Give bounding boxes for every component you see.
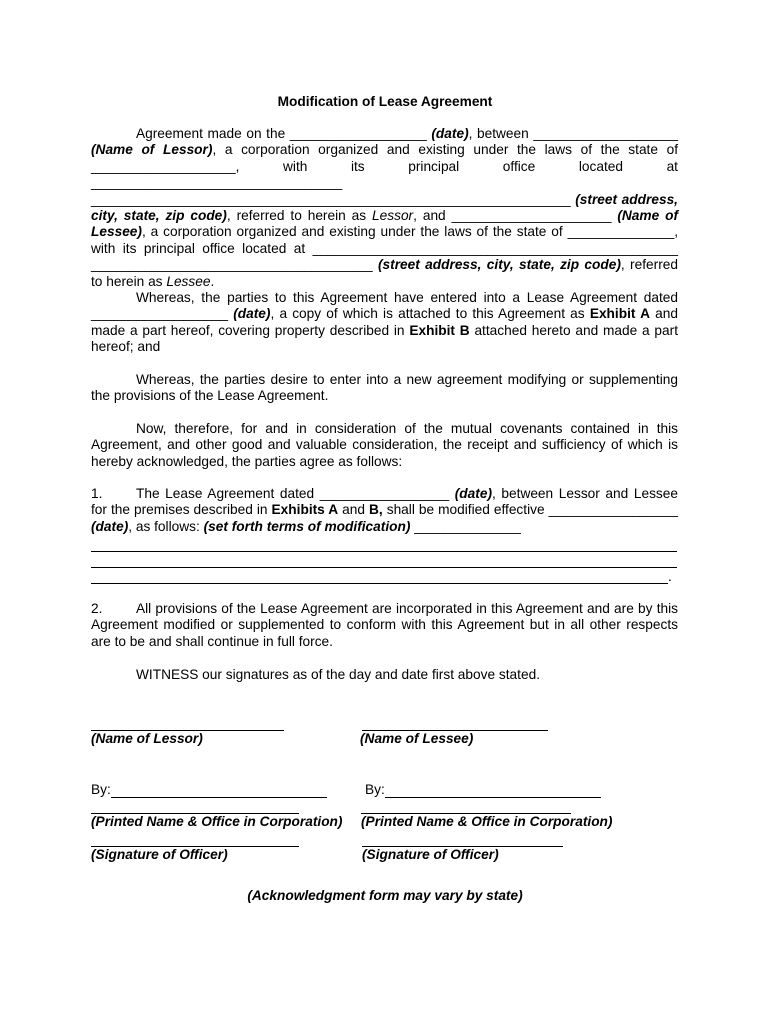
blank-state: ______________	[567, 224, 675, 240]
witness-paragraph: WITNESS our signatures as of the day and date first above stated.	[136, 667, 540, 682]
terms-end-period: .	[668, 569, 672, 584]
lessee-name-label: (Name of Lessee)	[360, 731, 474, 746]
document-title: Modification of Lease Agreement	[277, 94, 493, 109]
acknowledgment-note: (Acknowledgment form may vary by state)	[247, 888, 523, 903]
officer-signature-left-label: (Signature of Officer)	[91, 847, 228, 862]
blank-date: _________________	[319, 486, 450, 501]
terms-line	[91, 583, 668, 584]
blank-terms: ______________	[414, 518, 521, 534]
blank-date: __________________	[289, 126, 427, 141]
clause-2: 2. All provisions of the Lease Agreement are incorporated in this Agreement and are by this Agreement modified or supplemented to conform with this Agreement but in all other respects are to be and shall continue in full force.	[91, 601, 678, 649]
blank-address: _______________________________________________________________	[91, 191, 571, 207]
blank-lessor: ___________________	[533, 126, 678, 141]
lessor-name-label: (Name of Lessor)	[91, 731, 203, 746]
by-left-label: By:	[91, 782, 111, 797]
printed-name-left-label: (Printed Name & Office in Corporation)	[91, 814, 343, 829]
terms-line	[91, 567, 677, 568]
consideration-paragraph: Now, therefore, for and in consideration of the mutual covenants contained in this Agreement, and other good and valuable consideration, the receipt and sufficiency of which is hereby acknowledged, the parties agree as follows:	[91, 421, 678, 469]
blank-address: _________________________________	[91, 175, 343, 191]
clause-1: 1. The Lease Agreement dated _________________ (date), between Lessor and Lessee for the premises described in Exhibits A and B, shall be modified effective _________________ (date), as follows: (set forth terms of modification) ______________	[91, 486, 679, 534]
officer-signature-right-label: (Signature of Officer)	[362, 847, 499, 862]
by-right-label: By:	[365, 782, 385, 797]
by-left-line	[111, 797, 327, 798]
blank-address: _____________________________________	[91, 257, 373, 273]
blank-date: _________________	[548, 502, 678, 518]
terms-line	[91, 551, 677, 552]
blank-date: __________________	[91, 306, 229, 322]
printed-name-right-label: (Printed Name & Office in Corporation)	[361, 814, 613, 829]
blank-address: ________________________________________________	[312, 240, 678, 256]
blank-lessee: _____________________	[451, 208, 612, 224]
blank-state: ___________________	[91, 158, 236, 174]
parties-paragraph: Agreement made on the __________________ (date), between ___________________ (Name of Lessor), a corporation organized and existing under the laws of the state of ___________________, with its principal office located at _________________________________ _______________________________________________________________ (street address, city, state, zip code), referred to herein as Lessor, and _____________________ (Name of Lessee), a corporation organized and existing under the laws of the state of ______________, with its principal office located at ________________________________________________ _____________________________________ (street address, city, state, zip code), referred to herein as Lessee.	[91, 126, 679, 289]
whereas-modify-paragraph: Whereas, the parties desire to enter into a new agreement modifying or supplementing the provisions of the Lease Agreement.	[91, 372, 678, 404]
by-right-line	[385, 797, 601, 798]
whereas-lease-paragraph: Whereas, the parties to this Agreement have entered into a Lease Agreement dated __________________ (date), a copy of which is attached to this Agreement as Exhibit A and made a part hereof, covering property described in Exhibit B attached hereto and made a part hereof; and	[91, 290, 678, 355]
